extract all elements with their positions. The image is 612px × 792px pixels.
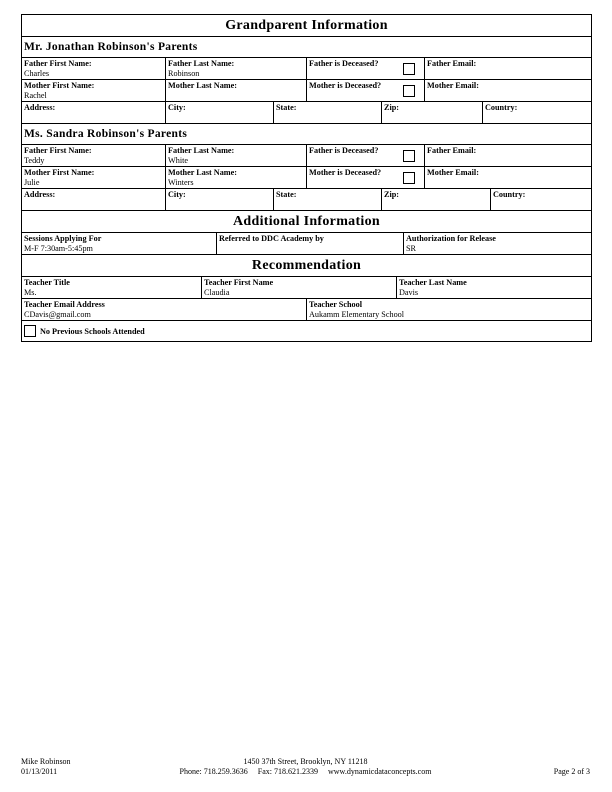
father-last-name-cell[interactable] [166,58,307,79]
father-email-cell[interactable] [425,58,591,79]
sessions-cell[interactable] [22,233,217,254]
section-title-grandparent: Grandparent Information [22,15,591,37]
field-value: Claudia [204,288,230,297]
field-value: White [168,156,189,165]
father-deceased-cell [307,145,425,166]
father-first-name-cell[interactable] [22,58,166,79]
field-label: Father is Deceased? [309,59,379,68]
field-value: Winters [168,178,194,187]
mother-last-name-cell[interactable] [166,80,307,101]
field-label: Teacher School [309,300,362,309]
teacher-school-cell[interactable] [307,299,591,320]
father-first-name-cell[interactable] [22,145,166,166]
field-label: State: [276,103,297,112]
field-label: Sessions Applying For [24,234,102,243]
footer-date: 01/13/2011 [21,767,58,776]
field-label: Teacher Last Name [399,278,467,287]
zip-cell[interactable] [382,102,483,123]
father-deceased-checkbox[interactable] [403,63,415,75]
no-previous-schools-row [22,321,591,342]
no-previous-schools-label: No Previous Schools Attended [40,326,145,336]
field-label: Father Email: [427,59,477,68]
field-value: Teddy [24,156,45,165]
teacher-first-name-cell[interactable] [202,277,397,298]
father-side-heading: Mr. Jonathan Robinson's Parents [22,37,591,58]
state-cell[interactable] [274,102,382,123]
father-deceased-checkbox[interactable] [403,150,415,162]
field-label: Father Email: [427,146,477,155]
field-label: Father First Name: [24,146,92,155]
zip-cell[interactable] [382,189,491,210]
father-side-mother-row [22,80,591,102]
mother-deceased-checkbox[interactable] [403,85,415,97]
teacher-email-cell[interactable] [22,299,307,320]
field-label: Address: [24,103,56,112]
field-value: Aukamm Elementary School [309,310,405,319]
field-label: City: [168,190,186,199]
address-cell[interactable] [22,102,166,123]
state-cell[interactable] [274,189,382,210]
field-value: CDavis@gmail.com [24,310,91,319]
mother-side-father-row [22,145,591,167]
footer-page-number: Page 2 of 3 [553,767,590,776]
referred-cell[interactable] [217,233,404,254]
field-label: Zip: [384,103,400,112]
field-label: Father Last Name: [168,146,235,155]
mother-side-address-row [22,189,591,211]
mother-side-mother-row [22,167,591,189]
mother-email-cell[interactable] [425,80,591,101]
footer-address: 1450 37th Street, Brooklyn, NY 11218 [243,757,368,766]
field-label: Mother is Deceased? [309,81,382,90]
field-label: Teacher Email Address [24,300,105,309]
field-value: Julie [24,178,40,187]
field-label: Authorization for Release [406,234,496,243]
field-label: Mother Email: [427,168,479,177]
field-label: Teacher Title [24,278,70,287]
mother-email-cell[interactable] [425,167,591,188]
field-label: Mother Last Name: [168,81,237,90]
mother-last-name-cell[interactable] [166,167,307,188]
mother-deceased-checkbox[interactable] [403,172,415,184]
grandparent-form [21,14,592,342]
footer-contact [21,767,590,777]
country-cell[interactable] [491,189,591,210]
field-label: Mother Email: [427,81,479,90]
field-label: Country: [485,103,518,112]
footer-phone: Phone: 718.259.3636 [179,767,248,776]
father-side-address-row [22,102,591,124]
authorization-cell[interactable] [404,233,591,254]
field-label: Father Last Name: [168,59,235,68]
country-cell[interactable] [483,102,591,123]
field-label: Mother First Name: [24,168,95,177]
mother-first-name-cell[interactable] [22,80,166,101]
teacher-name-row [22,277,591,299]
footer-center [21,757,590,777]
field-value: Charles [24,69,50,78]
field-label: Mother Last Name: [168,168,237,177]
footer-fax: Fax: 718.621.2339 [257,767,318,776]
father-last-name-cell[interactable] [166,145,307,166]
field-label: Mother is Deceased? [309,168,382,177]
teacher-contact-row [22,299,591,321]
teacher-title-cell[interactable] [22,277,202,298]
field-value: Ms. [24,288,37,297]
father-email-cell[interactable] [425,145,591,166]
field-label: City: [168,103,186,112]
section-title-recommendation: Recommendation [22,255,591,277]
field-value: Davis [399,288,419,297]
city-cell[interactable] [166,189,274,210]
field-value: M-F 7:30am-5:45pm [24,244,93,253]
father-deceased-cell [307,58,425,79]
city-cell[interactable] [166,102,274,123]
field-label: Mother First Name: [24,81,95,90]
mother-side-heading: Ms. Sandra Robinson's Parents [22,124,591,145]
page-footer [21,757,590,781]
field-value: Robinson [168,69,200,78]
father-side-father-row [22,58,591,80]
field-label: Address: [24,190,56,199]
field-value: Rachel [24,91,47,100]
field-value: SR [406,244,417,253]
no-previous-schools-checkbox[interactable] [24,325,36,337]
teacher-last-name-cell[interactable] [397,277,591,298]
field-label: Teacher First Name [204,278,274,287]
footer-name: Mike Robinson [21,757,71,766]
field-label: Country: [493,190,526,199]
field-label: Father First Name: [24,59,92,68]
mother-first-name-cell[interactable] [22,167,166,188]
field-label: Father is Deceased? [309,146,379,155]
section-title-additional: Additional Information [22,211,591,233]
field-label: Zip: [384,190,400,199]
footer-website[interactable]: www.dynamicdataconcepts.com [328,767,432,776]
mother-deceased-cell [307,167,425,188]
address-cell[interactable] [22,189,166,210]
field-label: State: [276,190,297,199]
field-label: Referred to DDC Academy by [219,234,324,243]
mother-deceased-cell [307,80,425,101]
additional-row [22,233,591,255]
